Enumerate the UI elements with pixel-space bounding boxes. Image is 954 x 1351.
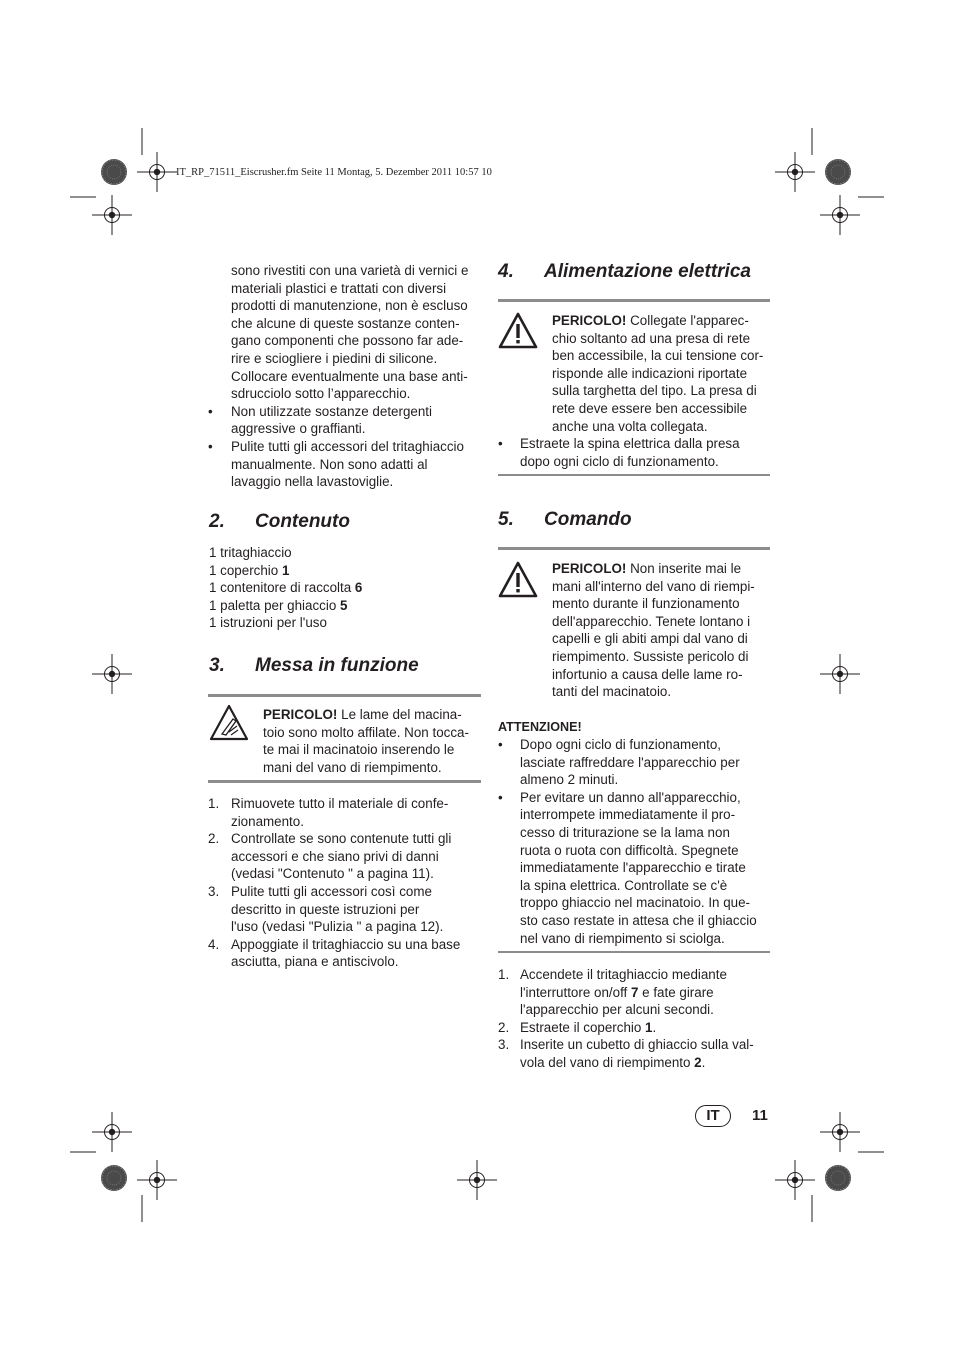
step-line: l'apparecchio per alcuni secondi. [520,1002,714,1018]
step-line: l'uso (vedasi "Pulizia " a pagina 12). [231,919,444,935]
bullet-symbol: • [208,403,213,419]
warning-line: PERICOLO! Le lame del macina- [263,707,462,722]
intro-line: rire e sciogliere i piedini di silicone. [231,351,438,366]
section-title: Messa in funzione [255,655,419,676]
divider [498,547,770,550]
list-item: 1 tritaghiaccio [209,545,292,560]
step-line: Inserite un cubetto di ghiaccio sulla val- [520,1037,754,1053]
divider [498,951,770,953]
intro-line: sdrucciolo sotto l’apparecchio. [231,386,411,402]
bullet-line: troppo ghiaccio nel macinatoio. In que- [520,895,751,911]
page-number: 11 [752,1107,768,1124]
sharp-blade-warning-icon [209,704,249,742]
warning-line: PERICOLO! Collegate l'apparec- [552,313,749,328]
bullet-line: nel vano di riempimento si sciolga. [520,930,725,946]
step-line: Rimuovete tutto il materiale di confe- [231,796,449,811]
step-number: 3. [208,884,220,899]
bullet-line: Pulite tutti gli accessori del tritaghiaccio [231,439,464,454]
step-line: zionamento. [231,813,304,829]
step-line: (vedasi "Contenuto " a pagina 11). [231,866,434,882]
intro-line: materiali plastici e trattati con diversi [231,280,447,296]
warning-line: dell'apparecchio. Tenete lontano i [552,613,751,629]
warning-triangle-icon [498,561,538,599]
warning-line: tanti del macinatoio. [552,684,672,700]
bullet-symbol: • [498,737,503,752]
warning-line: infortunio a causa delle lame ro- [552,666,743,682]
bullet-line: immediatamente l'apparecchio e tirate [520,860,746,876]
warning-line: ben accessibile, la cui tensione cor- [552,348,764,364]
bullet-line: cesso di triturazione se la lama non [520,825,730,840]
list-item: 1 contenitore di raccolta 6 [209,580,363,596]
bullet-line: lavaggio nella lavastoviglie. [231,474,394,490]
bullet-line: lasciate raffreddare l'apparecchio per [520,754,740,770]
section-title: Contenuto [255,511,350,532]
step-number: 1. [208,796,220,811]
divider [498,474,770,476]
section-heading-messa-in-funzione [209,655,419,677]
bullet-line: interrompete immediatamente il pro- [520,807,736,823]
intro-line: sono rivestiti con una varietà di vernici e [231,263,469,278]
bullet-line: Per evitare un danno all'apparecchio, [520,789,741,805]
print-slug: IT_RP_71511_Eiscrusher.fm Seite 11 Montag, 5. Dezember 2011 10:57 10 [176,167,492,178]
warning-line: mani all'interno del vano di riempi- [552,578,755,594]
bullet-line: ruota o ruota con difficoltà. Spegnete [520,842,739,858]
bullet-line: manualmente. Non sono adatti al [231,456,428,472]
step-line: Pulite tutti gli accessori così come [231,884,432,899]
section-heading-contenuto [209,511,350,533]
step-number: 1. [498,967,510,982]
section-title: Comando [544,509,632,530]
warning-line: PERICOLO! Non inserite mai le [552,561,742,576]
step-line: asciutta, piana e antiscivolo. [231,954,399,970]
step-number: 4. [208,936,220,952]
bullet-symbol: • [498,789,503,805]
language-badge: IT [695,1105,731,1127]
bullet-line: Non utilizzate sostanze detergenti [231,403,432,419]
step-line: Appoggiate il tritaghiaccio su una base [231,936,461,952]
section-title: Alimentazione elettrica [544,261,751,282]
warning-line: mento durante il funzionamento [552,596,740,612]
intro-line: gano componenti che possono far ade- [231,333,464,349]
step-line: vola del vano di riempimento 2. [520,1055,706,1070]
bullet-line: almeno 2 minuti. [520,772,619,788]
section-number: 4. [498,261,514,282]
step-line: l'interruttore on/off 7 e fate girare [520,984,714,1000]
bullet-line: Estraete la spina elettrica dalla presa [520,436,740,452]
bullet-line: aggressive o graffianti. [231,421,366,437]
bullet-line: sto caso restate in attesa che il ghiaccio [520,913,757,928]
divider [208,780,481,783]
warning-line: risponde alle indicazioni riportate [552,365,748,381]
intro-line: che alcune di queste sostanze conten- [231,315,460,331]
step-line: Controllate se sono contenute tutti gli [231,831,452,847]
warning-line: capelli e gli abiti ampi dal vano di [552,631,748,647]
step-line: accessori e che siano privi di danni [231,848,439,864]
attention-label: ATTENZIONE! [498,720,582,734]
section-number: 2. [209,511,225,532]
warning-line: chio soltanto ad una presa di rete [552,330,751,346]
section-number: 3. [209,655,225,676]
bullet-line: la spina elettrica. Controllate se c'è [520,877,728,893]
bullet-symbol: • [498,436,503,452]
warning-line: te mai il macinatoio inserendo le [263,742,455,758]
divider [208,694,481,697]
warning-line: rete deve essere ben accessibile [552,401,748,416]
bullet-symbol: • [208,439,213,454]
step-number: 3. [498,1037,510,1053]
bullet-line: Dopo ogni ciclo di funzionamento, [520,737,721,752]
intro-line: prodotti di manutenzione, non è escluso [231,298,468,314]
step-number: 2. [498,1019,510,1035]
warning-line: anche una volta collegata. [552,418,708,434]
list-item: 1 paletta per ghiaccio 5 [209,597,348,613]
list-item: 1 istruzioni per l'uso [209,615,327,631]
list-item: 1 coperchio 1 [209,562,290,578]
step-line: descritto in queste istruzioni per [231,901,420,917]
step-line: Estraete il coperchio 1. [520,1019,657,1035]
section-number: 5. [498,509,514,530]
section-heading-alimentazione-elettrica [498,261,751,283]
step-line: Accendete il tritaghiaccio mediante [520,967,727,982]
warning-line: toio sono molto affilate. Non tocca- [263,724,469,740]
divider [498,299,770,302]
intro-line: Collocare eventualmente una base anti- [231,368,468,384]
warning-line: mani del vano di riempimento. [263,759,442,775]
step-number: 2. [208,831,220,847]
warning-line: sulla targhetta del tipo. La presa di [552,383,757,399]
warning-line: riempimento. Sussiste pericolo di [552,649,749,664]
section-heading-comando [498,509,632,531]
bullet-line: dopo ogni ciclo di funzionamento. [520,453,719,469]
warning-triangle-icon [498,312,538,350]
